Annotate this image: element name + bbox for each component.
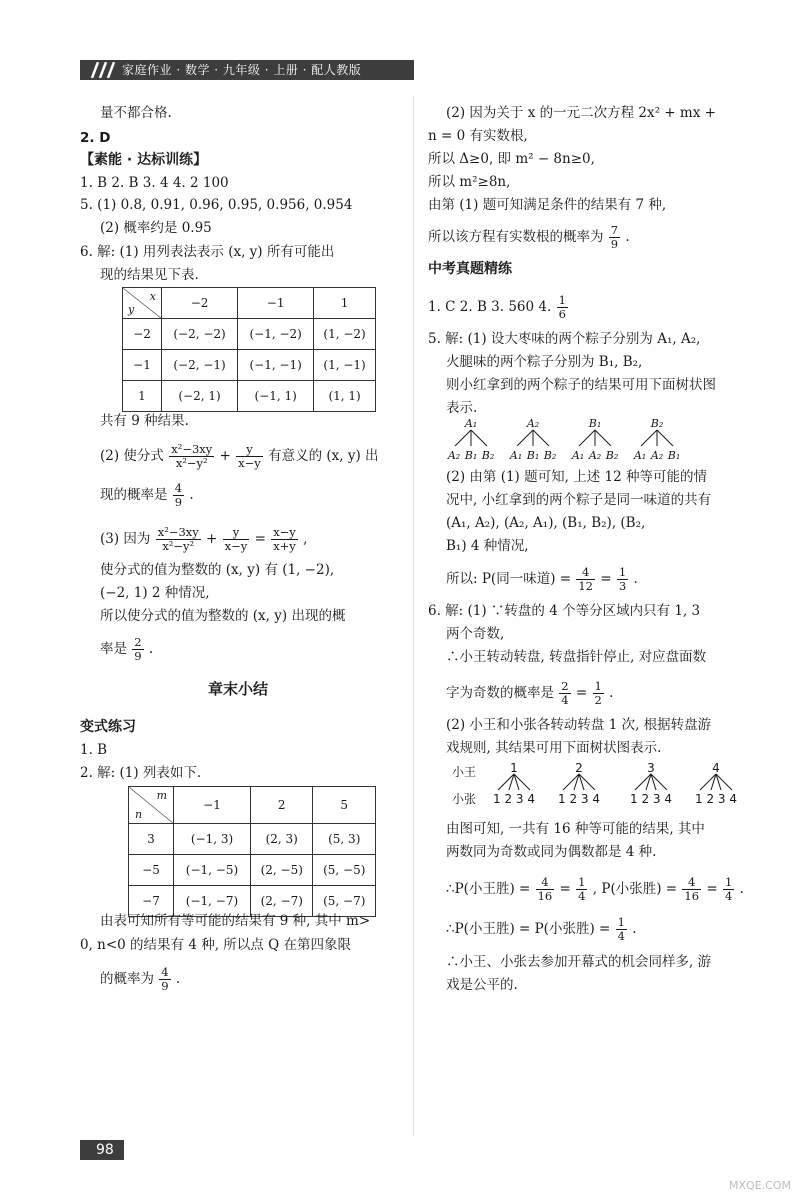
- tree-leaf: 1 2 3 4: [558, 792, 600, 806]
- tree-root: A₁: [464, 417, 478, 430]
- text-line: 由表可知所有等可能的结果有 9 种, 其中 m>: [100, 913, 371, 929]
- formula-line: ∴P(小王胜) = $\frac{4}{16}$ = $\frac{1}{4}$ , P(小张胜) = $\frac{4}{16}$ = $\frac{1}{4}$ .: [446, 875, 744, 903]
- tree-root: A₂: [526, 417, 540, 430]
- table-header-cell: −1: [174, 787, 251, 824]
- section-heading: 变式练习: [80, 719, 136, 735]
- tree-root: 2: [575, 761, 583, 775]
- text-line: 所以 m²≥8n,: [428, 174, 511, 190]
- text-line: 两数同为奇数或同为偶数都是 4 种.: [446, 844, 657, 860]
- answer-line: 1. B: [80, 742, 108, 758]
- answer-line: 1. B 2. B 3. 4 4. 2 100: [80, 175, 229, 191]
- table-header-cell: −1: [238, 288, 314, 319]
- text-line: B₁) 4 种情况,: [446, 538, 529, 554]
- table-row: −7 (−1, −7) (2, −7) (5, −7): [129, 886, 376, 917]
- tree-diagram-2: [452, 760, 752, 806]
- text-line: 况中, 小红拿到的两个粽子是同一味道的共有: [446, 492, 712, 508]
- text-line: 6. 解: (1) 用列表法表示 (x, y) 所有可能出: [80, 244, 335, 260]
- formula-line: 字为奇数的概率是 $\frac{2}{4}$ = $\frac{1}{2}$ .: [446, 679, 614, 707]
- table-row: −5 (−1, −5) (2, −5) (5, −5): [129, 855, 376, 886]
- tree-leaf: A₂: [650, 449, 664, 462]
- tree-leaf: B₂: [481, 449, 495, 462]
- text-line: (A₁, A₂), (A₂, A₁), (B₁, B₂), (B₂,: [446, 515, 646, 531]
- formula-line: 所以该方程有实数根的概率为 $\frac{7}{9}$ .: [428, 223, 630, 251]
- text-line: 由图可知, 一共有 16 种等可能的结果, 其中: [446, 821, 705, 837]
- tree-leaf: B₂: [543, 449, 557, 462]
- text-line: 表示.: [446, 400, 478, 416]
- header-banner: [80, 60, 414, 80]
- text-line: 5. 解: (1) 设大枣味的两个粽子分别为 A₁, A₂,: [428, 331, 701, 347]
- text-line: (−2, 1) 2 种情况,: [100, 585, 210, 601]
- text-line: 0, n<0 的结果有 4 种, 所以点 Q 在第四象限: [80, 937, 351, 953]
- answer-line: 5. (1) 0.8, 0.91, 0.96, 0.95, 0.956, 0.954: [80, 197, 353, 213]
- formula-line: ∴P(小王胜) = P(小张胜) = $\frac{1}{4}$ .: [446, 915, 637, 943]
- text-line: 现的结果见下表.: [100, 267, 199, 283]
- text-line: (2) 小王和小张各转动转盘 1 次, 根据转盘游: [446, 717, 712, 733]
- answer-line: 1. C 2. B 3. 560 4. $\frac{1}{6}$: [428, 293, 566, 321]
- formula-line: 所以: P(同一味道) = $\frac{4}{12}$ = $\frac{1}{3}$ .: [446, 565, 638, 593]
- text-line: (2) 概率约是 0.95: [100, 220, 212, 236]
- text-line: 则小红拿到的两个粽子的结果可用下面树状图: [446, 377, 716, 393]
- tree-leaf: B₁: [464, 449, 478, 462]
- watermark: MXQE.COM: [729, 1179, 791, 1192]
- tree-root: B₂: [650, 417, 664, 430]
- page-number: 98: [80, 1140, 124, 1160]
- table-corner: x y: [123, 288, 162, 319]
- table-row: 1 (−2, 1) (−1, 1) (1, 1): [123, 381, 376, 412]
- text-line: 戏是公平的.: [446, 977, 518, 993]
- tree-leaf: 1 2 3 4: [493, 792, 535, 806]
- formula-line: 现的概率是 $\frac{4}{9}$ .: [100, 481, 194, 509]
- text-line: (2) 由第 (1) 题可知, 上述 12 种等可能的情: [446, 469, 707, 485]
- text-line: n = 0 有实数根,: [428, 128, 528, 144]
- formula-line: (3) 因为 $\frac{\text{x²−3xy}}{\text{x²−y²}}$ + $\frac{y}{x-y}$ = $\frac{x-y}{x+y}$ ,: [100, 525, 308, 553]
- tree-root: 4: [712, 761, 720, 775]
- formula-line: (2) 使分式 $\frac{\text{x²−3xy}}{\text{x²−y²}}$ + $\frac{y}{x-y}$ 有意义的 (x, y) 出: [100, 442, 379, 470]
- formula-line: 的概率为 $\frac{4}{9}$ .: [100, 965, 181, 993]
- text-line: 由第 (1) 题可知满足条件的结果有 7 种,: [428, 197, 667, 213]
- text-line: 火腿味的两个粽子分别为 B₁, B₂,: [446, 354, 643, 370]
- table-corner: m n: [129, 787, 174, 824]
- section-heading: 中考真题精练: [428, 261, 512, 277]
- text-line: 戏规则, 其结果可用下面树状图表示.: [446, 740, 662, 756]
- tree-label: 小张: [452, 792, 477, 806]
- tree-leaf: B₁: [526, 449, 540, 462]
- table-header-cell: 5: [313, 787, 376, 824]
- tree-leaf: B₁: [667, 449, 681, 462]
- tree-leaf: A₂: [588, 449, 602, 462]
- tree-leaf: 1 2 3 4: [695, 792, 737, 806]
- chapter-title: 章末小结: [208, 680, 269, 698]
- text-line: 共有 9 种结果.: [100, 413, 189, 429]
- text-line: 所以使分式的值为整数的 (x, y) 出现的概: [100, 608, 346, 624]
- text-line: 使分式的值为整数的 (x, y) 有 (1, −2),: [100, 562, 335, 578]
- tree-diagram-1: [446, 416, 686, 462]
- text-line: 量不都合格.: [100, 105, 172, 121]
- stripes-icon: [86, 62, 122, 78]
- tree-leaf: B₂: [605, 449, 619, 462]
- table-row: −1 (−2, −1) (−1, −1) (1, −1): [123, 350, 376, 381]
- table-row: −2 (−2, −2) (−1, −2) (1, −2): [123, 319, 376, 350]
- table-row: 3 (−1, 3) (2, 3) (5, 3): [129, 824, 376, 855]
- text-line: ∴小王转动转盘, 转盘指针停止, 对应盘面数: [446, 649, 707, 665]
- tree-root: 3: [647, 761, 655, 775]
- tree-leaf: A₁: [571, 449, 585, 462]
- table-header-cell: −2: [162, 288, 238, 319]
- answer-line: 2. D: [80, 130, 111, 146]
- tree-root: 1: [510, 761, 518, 775]
- text-line: 两个奇数,: [446, 626, 505, 642]
- column-divider: [413, 96, 414, 1136]
- tree-leaf: A₂: [447, 449, 461, 462]
- tree-leaf: A₁: [509, 449, 523, 462]
- section-heading: 【素能 · 达标训练】: [80, 152, 208, 168]
- text-line: (2) 因为关于 x 的一元二次方程 2x² + mx +: [446, 105, 716, 121]
- result-table-2: [128, 786, 376, 917]
- header-title: 家庭作业 · 数学 · 九年级 · 上册 · 配人教版: [122, 63, 362, 77]
- tree-label: 小王: [452, 765, 477, 779]
- tree-leaf: A₁: [633, 449, 647, 462]
- formula-line: 率是 $\frac{2}{9}$ .: [100, 635, 154, 663]
- table-header-cell: 1: [314, 288, 376, 319]
- tree-root: B₁: [588, 417, 602, 430]
- text-line: 所以 Δ≥0, 即 m² − 8n≥0,: [428, 151, 595, 167]
- tree-leaf: 1 2 3 4: [630, 792, 672, 806]
- table-header-cell: 2: [250, 787, 313, 824]
- text-line: ∴小王、小张去参加开幕式的机会同样多, 游: [446, 954, 712, 970]
- text-line: 2. 解: (1) 列表如下.: [80, 765, 202, 781]
- result-table-1: [122, 287, 376, 412]
- text-line: 6. 解: (1) ∵转盘的 4 个等分区域内只有 1, 3: [428, 603, 701, 619]
